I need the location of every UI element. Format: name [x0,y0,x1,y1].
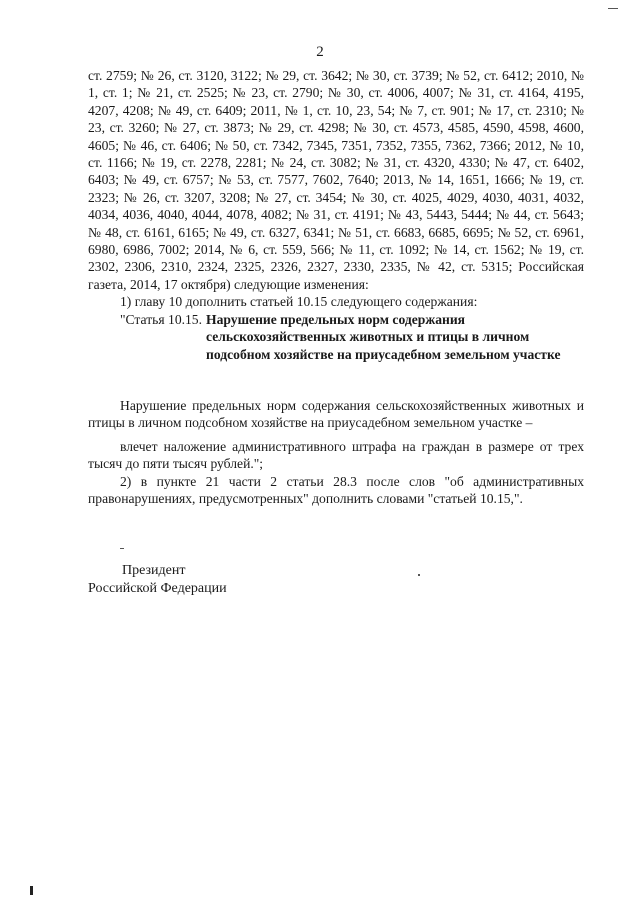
signature-block [88,562,227,598]
amendment-item-1: 1) главу 10 дополнить статьей 10.15 следующего содержания: [120,294,478,310]
opening-paragraph: ст. 2759; № 26, ст. 3120, 3122; № 29, ст. 3642; № 30, ст. 3739; № 52, ст. 6412; 2010, № 1, ст. 1; № 21, ст. 2525; № 23, ст. 2790; № 30, ст. 4006, 4007; № 31, ст. 4164, 4195, 4207, 4208; № 49, ст. 6409; 2011, № 1, ст. 10, 23, 54; № 7, ст. 901; № 17, ст. 2310; № 23, ст. 3260; № 27, ст. 3873; № 29, ст. 4298; № 30, ст. 4573, 4585, 4590, 4598, 4600, 4605; № 46, ст. 6406; № 50, ст. 7342, 7345, 7351, 7352, 7355, 7362, 7366; 2012, № 10, ст. 1166; № 19, ст. 2278, 2281; № 24, ст. 3082; № 31, ст. 4320, 4330; № 47, ст. 6402, 6403; № 49, ст. 6757; № 53, ст. 7577, 7602, 7640; 2013, № 14, 1651, 1666; № 19, ст. 2323; № 26, ст. 3207, 3208; № 27, ст. 3454; № 30, ст. 4025, 4029, 4030, 4031, 4032, 4034, 4036, 4040, 4044, 4078, 4082; № 31, ст. 4191; № 43, 5443, 5444; № 44, ст. 5643; № 48, ст. 6161, 6165; № 49, ст. 6327, 6341; № 51, ст. 6683, 6685, 6695; № 52, ст. 6961, 6980, 6986, 7002; 2014, № 6, ст. 559, 566; № 11, ст. 1092; № 14, ст. 1562; № 19, ст. 2302, 2306, 2310, 2324, 2325, 2326, 2327, 2330, 2335, № 42, ст. 5315; Российская газета, 2014, 17 октября) следующие изменения: [88,68,584,292]
scan-mark [30,886,33,895]
scan-mark [608,8,618,9]
article-heading [88,311,584,363]
article-title: Нарушение предельных норм содержания сельскохозяйственных животных и птицы в личном подсобном хозяйстве на приусадебном земельном участке [206,311,561,362]
document-body [88,67,584,507]
scan-mark [120,548,124,549]
article-body: Нарушение предельных норм содержания сельскохозяйственных животных и птицы в личном подсобном хозяйстве на приусадебном земельном участке – [88,397,584,431]
article-number: "Статья 10.15. [120,311,203,327]
signature-title: Президент [122,563,186,578]
signature-organization: Российской Федерации [88,581,227,596]
amendment-item-2: 2) в пункте 21 части 2 статьи 28.3 после слов "об административных правонарушениях, предусмотренных" дополнить словами "статьей 10.15,". [88,473,584,506]
article-penalty: влечет наложение административного штрафа на граждан в размере от трех тысяч до пяти тысяч рублей."; [88,438,584,472]
page-number: 2 [316,44,324,60]
scan-mark [418,574,420,576]
spacer [88,363,584,397]
